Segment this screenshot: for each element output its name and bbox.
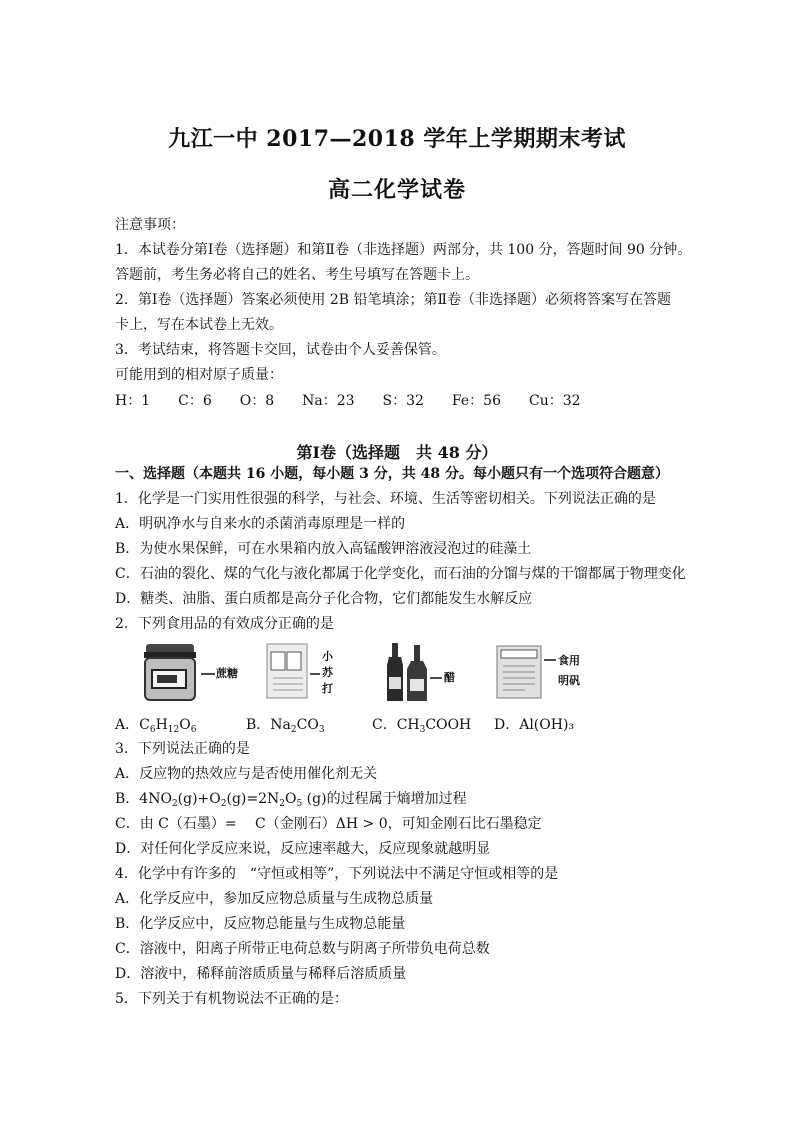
exam-title: 九江一中 2017—2018 学年上学期期末考试 [168, 126, 626, 152]
pointer-line [201, 672, 215, 676]
sugar-jar-image [140, 640, 250, 705]
alum-image [495, 640, 605, 705]
pointer-line [310, 672, 320, 676]
q1-stem: 1．化学是一门实用性很强的科学，与社会、环境、生活等密切相关。下列说法正确的是 [115, 491, 656, 507]
jar-icon [140, 642, 200, 704]
q4-stem: 4．化学中有许多的 “守恒或相等”，下列说法中不满足守恒或相等的是 [115, 866, 559, 882]
q2-option-b: B．$Na_2CO_3$ [246, 717, 325, 735]
atomic-mass-label: 可能用到的相对原子质量： [115, 367, 283, 383]
q4-option-d: D．溶液中，稀释前溶质质量与稀释后溶质质量 [115, 966, 407, 982]
q2-option-d: D．Al(OH)₃ [494, 717, 575, 733]
bottle-icon [383, 641, 433, 703]
notice-line-3: 3．考试结束，将答题卡交回，试卷由个人妥善保管。 [115, 342, 446, 358]
alum-label-1: 食用 [558, 654, 580, 667]
q3-stem: 3．下列说法正确的是 [115, 741, 250, 757]
q1-option-a: A．明矾净水与自来水的杀菌消毒原理是一样的 [115, 516, 406, 532]
notice-heading: 注意事项： [115, 217, 185, 233]
q3-option-d: D．对任何化学反应来说，反应速率越大，反应现象就越明显 [115, 841, 491, 857]
notice-line-2a: 2．第Ⅰ卷（选择题）答案必须使用 2B 铅笔填涂；第Ⅱ卷（非选择题）必须将答案写在答题 [115, 292, 672, 308]
notice-line-1b: 答题前，考生务必将自己的姓名、考生号填写在答题卡上。 [115, 267, 479, 283]
vinegar-image [383, 640, 483, 705]
q1-option-b: B．为使水果保鲜，可在水果箱内放入高锰酸钾溶液浸泡过的硅藻土 [115, 541, 532, 557]
vinegar-label: 醋 [444, 671, 455, 684]
q4-option-a: A．化学反应中，参加反应物总质量与生成物总质量 [115, 891, 434, 907]
q2-options [115, 714, 675, 735]
q3-option-a: A．反应物的热效应与是否使用催化剂无关 [115, 766, 378, 782]
soda-label-3: 打 [322, 682, 333, 695]
pointer-line [430, 676, 442, 680]
exam-subtitle: 高二化学试卷 [327, 177, 466, 203]
q3-option-c: C．由 C（石墨）= C（金刚石）ΔH > 0，可知金刚石比石墨稳定 [115, 816, 542, 832]
q2-option-a: A．$C_6H_{12}O_6$ [115, 717, 197, 735]
q4-option-b: B．化学反应中，反应物总能量与生成物总能量 [115, 916, 406, 932]
baking-soda-image [265, 640, 360, 705]
q4-option-c: C．溶液中，阳离子所带正电荷总数与阴离子所带负电荷总数 [115, 941, 490, 957]
sugar-label: 蔗糖 [216, 667, 238, 680]
soda-label-2: 苏 [322, 666, 333, 679]
soda-label-1: 小 [322, 650, 333, 663]
q5-stem: 5．下列关于有机物说法不正确的是： [115, 991, 348, 1007]
part1-heading: 第Ⅰ卷（选择题 共 48 分） [296, 443, 498, 462]
q2-option-c: C．$CH_3COOH$ [372, 717, 472, 735]
q3-option-b: B．$4NO_2(g)+O_2(g)=2N_2O_5$ (g)的过程属于熵增加过程 [115, 791, 467, 809]
packet-icon [265, 642, 309, 700]
pointer-line [544, 658, 556, 662]
bag-icon [495, 644, 543, 700]
q1-option-d: D．糖类、油脂、蛋白质都是高分子化合物，它们都能发生水解反应 [115, 591, 533, 607]
q1-option-c: C．石油的裂化、煤的气化与液化都属于化学变化，而石油的分馏与煤的干馏都属于物理变化 [115, 566, 686, 582]
atomic-mass-values: H：1 C：6 O：8 Na：23 S：32 Fe：56 Cu：32 [115, 393, 581, 409]
q2-images [115, 640, 715, 705]
q2-stem: 2．下列食用品的有效成分正确的是 [115, 616, 334, 632]
section1-heading: 一、选择题（本题共 16 小题，每小题 3 分，共 48 分。每小题只有一个选项符合题意） [115, 466, 669, 482]
notice-line-1a: 1．本试卷分第Ⅰ卷（选择题）和第Ⅱ卷（非选择题）两部分，共 100 分，答题时间 90 分钟。 [115, 242, 692, 258]
notice-line-2b: 卡上，写在本试卷上无效。 [115, 317, 283, 333]
alum-label-2: 明矾 [558, 674, 580, 687]
